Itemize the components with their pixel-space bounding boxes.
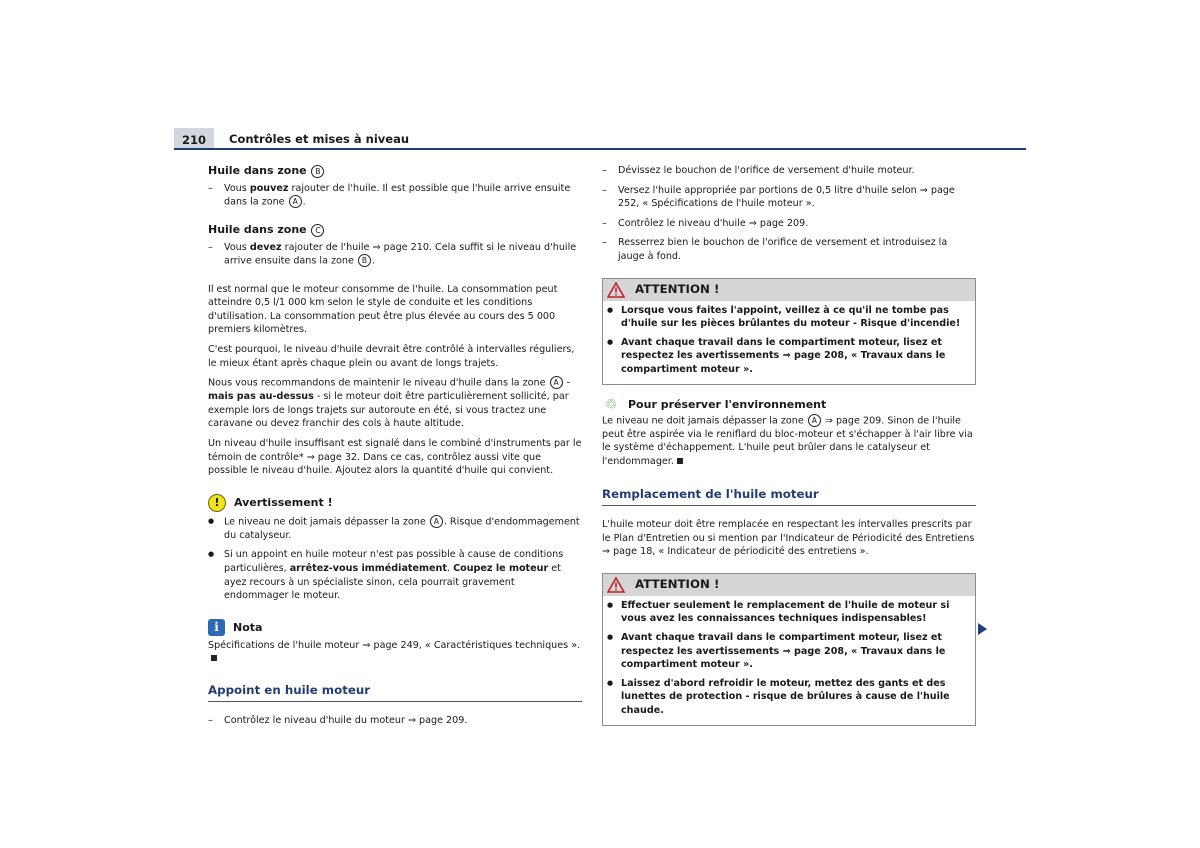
environment-text: Le niveau ne doit jamais dépasser la zone A ⇒ page 209. Sinon de l'huile peut être aspirée via le reniflard du bloc-moteur et s'échapper à l'air libre via le système d'échappement. L'huile peut brûler dans le catalyseur et l'endommager. — [602, 415, 973, 467]
page-header — [174, 128, 1026, 150]
environment-heading: ♲ Pour préserver l'environnement — [602, 397, 976, 413]
info-icon: i — [208, 619, 225, 636]
zone-marker-b: B — [358, 254, 371, 267]
attention-item: ● Avant chaque travail dans le compartiment moteur, lisez et respectez les avertissements ⇒ page 208, « Travaux dans le compartiment moteur ». — [607, 631, 971, 672]
attention-box — [602, 278, 976, 385]
nota-heading: i Nota — [208, 619, 582, 636]
attention-body — [603, 301, 975, 384]
recycle-icon: ♲ — [604, 396, 618, 413]
zone-b-heading: Huile dans zone B — [208, 164, 582, 178]
warning-item: ● Le niveau ne doit jamais dépasser la zone A . Risque d'endommagement du catalyseur. — [208, 515, 582, 543]
right-column — [602, 164, 976, 738]
end-of-section-icon — [677, 458, 683, 464]
attention-body — [603, 596, 975, 725]
zone-c-heading: Huile dans zone C — [208, 223, 582, 237]
appoint-step: – Contrôlez le niveau d'huile du moteur ⇒ page 209. — [208, 714, 582, 728]
step-item: – Dévissez le bouchon de l'orifice de versement d'huile moteur. — [602, 164, 976, 178]
zone-marker-a: A — [550, 376, 563, 389]
end-of-section-icon — [211, 655, 217, 661]
warning-heading: ! Avertissement ! — [208, 494, 582, 512]
attention-item: ● Avant chaque travail dans le compartiment moteur, lisez et respectez les avertissements ⇒ page 208, « Travaux dans le compartiment moteur ». — [607, 336, 971, 377]
warning-icon: ! — [208, 494, 226, 512]
step-item: – Resserrez bien le bouchon de l'orifice de versement et introduisez la jauge à fond. — [602, 236, 976, 263]
attention-heading: ATTENTION ! — [603, 574, 975, 596]
page-number: 210 — [174, 128, 214, 148]
zone-marker-c: C — [311, 224, 324, 237]
section-heading-appoint: Appoint en huile moteur — [208, 684, 582, 702]
paragraph-low-oil-warning: Un niveau d'huile insuffisant est signalé dans le combiné d'instruments par le témoin de contrôle* ⇒ page 32. Dans ce cas, contrôlez aussi vite que possible le niveau d'huile. Ajoutez alors la quantité d'huile qui convient. — [208, 438, 582, 477]
zone-c-instruction: – Vous devez rajouter de l'huile ⇒ page 210. Cela suffit si le niveau d'huile arrive ensuite dans la zone B . — [208, 241, 582, 269]
replacement-text: L'huile moteur doit être remplacée en respectant les intervalles prescrits par le Plan d'Entretien ou si mention par l'Indicateur de Périodicité des Entretiens ⇒ page 18, « Indicateur de périodicité des entretiens ». — [602, 519, 975, 558]
paragraph-consumption: Il est normal que le moteur consomme de l'huile. La consommation peut atteindre 0,5 l/1 000 km selon le style de conduite et les conditions d'utilisation. La consommation peut être plus élevée au cours des 5 000 premiers kilomètres. — [208, 283, 558, 336]
attention-box — [602, 573, 976, 726]
attention-item: ● Effectuer seulement le remplacement de l'huile de moteur si vous avez les connaissances techniques indispensables! — [607, 599, 971, 626]
zone-marker-a: A — [808, 414, 821, 427]
paragraph-check-interval: C'est pourquoi, le niveau d'huile devrait être contrôlé à intervalles réguliers, le mieux étant après chaque plein ou avant de longs trajets. — [208, 343, 575, 369]
step-item: – Contrôlez le niveau d'huile ⇒ page 209. — [602, 217, 976, 231]
section-heading-replacement: Remplacement de l'huile moteur — [602, 488, 976, 506]
warning-triangle-icon — [607, 282, 625, 298]
zone-marker-a: A — [289, 195, 302, 208]
attention-item: ● Lorsque vous faites l'appoint, veillez à ce qu'il ne tombe pas d'huile sur les pièces brûlantes du moteur - Risque d'incendie! — [607, 304, 971, 331]
warning-item: ● Si un appoint en huile moteur n'est pas possible à cause de conditions particulières, arrêtez-vous immédiatement. Coupez le moteur et ayez recours à un spécialiste sinon, cela pourrait gravement endommager le moteur. — [208, 548, 582, 602]
paragraph-recommended-level: Nous vous recommandons de maintenir le niveau d'huile dans la zone A - mais pas au-dessus - si le moteur doit être particulièrement sollicité, par exemple lors de longs trajets sur autoroute en été, si vous tractez une caravane ou devez franchir des cols à haute altitude. — [208, 377, 571, 430]
nota-text: Spécifications de l'huile moteur ⇒ page 249, « Caractéristiques techniques ». — [208, 639, 582, 666]
zone-b-instruction: – Vous pouvez rajouter de l'huile. Il est possible que l'huile arrive ensuite dans la zone A . — [208, 182, 582, 210]
continue-arrow-icon — [978, 623, 987, 635]
left-column — [208, 164, 582, 733]
attention-heading: ATTENTION ! — [603, 279, 975, 301]
attention-item: ● Laissez d'abord refroidir le moteur, mettez des gants et des lunettes de protection - risque de brûlures à cause de l'huile chaude. — [607, 677, 971, 718]
zone-marker-a: A — [430, 515, 443, 528]
step-item: – Versez l'huile appropriée par portions de 0,5 litre d'huile selon ⇒ page 252, « Spécifications de l'huile moteur ». — [602, 184, 976, 211]
page-title: Contrôles et mises à niveau — [229, 132, 410, 146]
warning-triangle-icon — [607, 577, 625, 593]
zone-marker-b: B — [311, 165, 324, 178]
